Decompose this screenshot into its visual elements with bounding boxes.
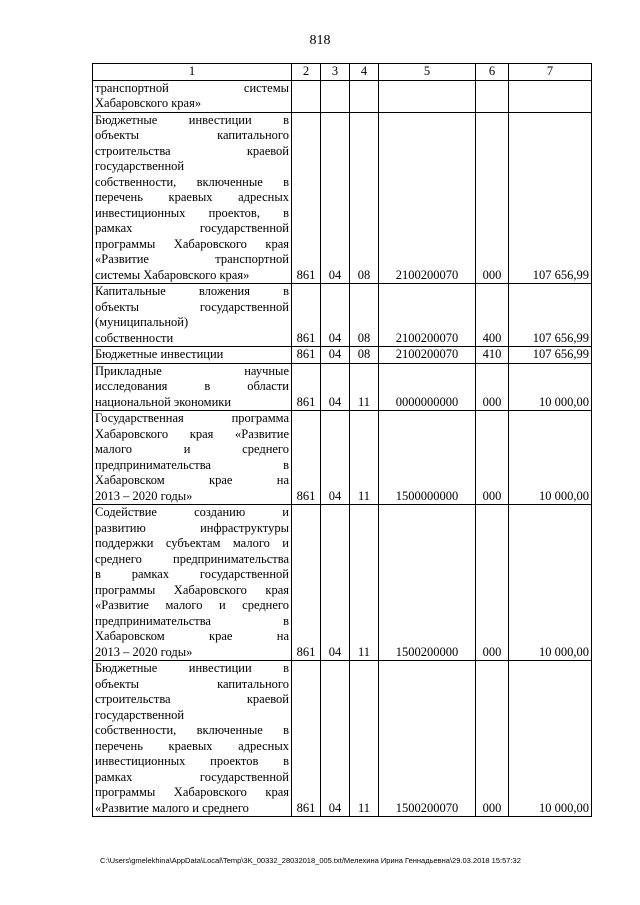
section-code-cell (321, 80, 350, 112)
amount-cell: 107 656,99 (509, 112, 592, 284)
description-line: малого и среднего (95, 442, 289, 456)
subsection-code-cell: 08 (350, 112, 379, 284)
row-description (93, 411, 292, 505)
description-line: строительства краевой (95, 692, 289, 706)
subsection-code-cell: 11 (350, 661, 379, 817)
description-line: предпринимательства в (95, 613, 289, 628)
expense-type-cell: 410 (476, 347, 509, 364)
target-article-cell: 1500200000 (379, 505, 476, 661)
description-line: Капитальные вложения в (95, 284, 289, 298)
description-line: развитию инфраструктуры (95, 520, 289, 535)
amount-cell: 10 000,00 (509, 363, 592, 411)
description-line: «Развитие транспортной (95, 252, 289, 266)
description-line: 2013 – 2020 годы» (95, 644, 193, 659)
description-line: Хабаровском крае на (95, 629, 289, 643)
target-article-cell: 2100200070 (379, 347, 476, 364)
description-line: строительства краевой (95, 143, 289, 158)
column-header: 4 (350, 64, 379, 81)
section-code-cell: 04 (321, 284, 350, 347)
description-line: собственности, включенные в (95, 174, 289, 189)
target-article-cell: 1500000000 (379, 411, 476, 505)
column-header: 5 (379, 64, 476, 81)
subsection-code-cell (350, 80, 379, 112)
column-header: 3 (321, 64, 350, 81)
column-header: 7 (509, 64, 592, 81)
description-line: рамках государственной (95, 221, 289, 235)
description-line: Бюджетные инвестиции (95, 347, 224, 361)
target-article-cell: 1500200070 (379, 661, 476, 817)
description-line: собственности (95, 330, 174, 345)
ministry-code-cell (292, 80, 321, 112)
header-row (93, 64, 592, 81)
expense-type-cell: 000 (476, 112, 509, 284)
expense-type-cell: 400 (476, 284, 509, 347)
table-row (93, 80, 592, 112)
description-line: государственной (95, 707, 185, 722)
description-line: программы Хабаровского края (95, 785, 289, 799)
table-row (93, 347, 592, 364)
section-code-cell: 04 (321, 661, 350, 817)
table-row (93, 284, 592, 347)
description-line: (муниципальной) (95, 315, 189, 329)
row-description (93, 347, 292, 364)
target-article-cell: 2100200070 (379, 112, 476, 284)
description-line: программы Хабаровского края (95, 236, 289, 251)
target-article-cell: 0000000000 (379, 363, 476, 411)
amount-cell: 107 656,99 (509, 347, 592, 364)
description-line: программы Хабаровского края (95, 582, 289, 597)
description-line: объекты государственной (95, 299, 289, 314)
description-line: транспортной системы (95, 80, 289, 95)
subsection-code-cell: 08 (350, 284, 379, 347)
table-row (93, 505, 592, 661)
amount-cell: 10 000,00 (509, 411, 592, 505)
row-description (93, 80, 292, 112)
description-line: Хабаровского края «Развитие (95, 426, 289, 441)
row-description (93, 112, 292, 284)
description-line: Хабаровского края» (95, 96, 202, 110)
description-line: исследования в области (95, 379, 289, 393)
description-line: Бюджетные инвестиции в (95, 112, 289, 127)
ministry-code-cell: 861 (292, 363, 321, 411)
expense-type-cell: 000 (476, 505, 509, 661)
section-code-cell: 04 (321, 363, 350, 411)
description-line: перечень краевых адресных (95, 738, 289, 753)
subsection-code-cell: 08 (350, 347, 379, 364)
description-line: Государственная программа (95, 411, 289, 425)
expense-type-cell: 000 (476, 363, 509, 411)
ministry-code-cell: 861 (292, 505, 321, 661)
description-line: перечень краевых адресных (95, 190, 289, 204)
description-line: Хабаровском крае на (95, 473, 289, 487)
ministry-code-cell: 861 (292, 661, 321, 817)
amount-cell (509, 80, 592, 112)
row-description (93, 363, 292, 411)
target-article-cell (379, 80, 476, 112)
description-line: поддержки субъектам малого и (95, 536, 289, 550)
amount-cell: 10 000,00 (509, 661, 592, 817)
expense-type-cell: 000 (476, 661, 509, 817)
description-line: государственной (95, 159, 185, 173)
description-line: «Развитие малого и среднего (95, 598, 289, 612)
subsection-code-cell: 11 (350, 363, 379, 411)
expense-type-cell: 000 (476, 411, 509, 505)
description-line: в рамках государственной (95, 567, 289, 581)
table-row (93, 112, 592, 284)
section-code-cell: 04 (321, 347, 350, 364)
table-row (93, 661, 592, 817)
subsection-code-cell: 11 (350, 411, 379, 505)
ministry-code-cell: 861 (292, 347, 321, 364)
description-line: объекты капитального (95, 128, 289, 142)
description-line: инвестиционных проектов, в (95, 205, 289, 220)
target-article-cell: 2100200070 (379, 284, 476, 347)
description-line: национальной экономики (95, 394, 232, 409)
description-line: системы Хабаровского края» (95, 267, 250, 282)
description-line: предпринимательства в (95, 457, 289, 472)
section-code-cell: 04 (321, 411, 350, 505)
row-description (93, 284, 292, 347)
description-line: Содействие созданию и (95, 505, 289, 519)
column-header: 1 (93, 64, 292, 81)
page-number: 818 (309, 33, 331, 48)
subsection-code-cell: 11 (350, 505, 379, 661)
ministry-code-cell: 861 (292, 284, 321, 347)
expense-type-cell (476, 80, 509, 112)
ministry-code-cell: 861 (292, 411, 321, 505)
ministry-code-cell: 861 (292, 112, 321, 284)
column-header: 6 (476, 64, 509, 81)
section-code-cell: 04 (321, 505, 350, 661)
table-row (93, 411, 592, 505)
file-path-footer: C:\Users\gmelekhina\AppData\Local\Temp\3K_00332_28032018_005.txt/Мелехина Ирина Геннадьевна\29.03.2018 15:57:32 (100, 856, 521, 865)
column-header: 2 (292, 64, 321, 81)
amount-cell: 10 000,00 (509, 505, 592, 661)
description-line: объекты капитального (95, 676, 289, 691)
table-row (93, 363, 592, 411)
row-description (93, 661, 292, 817)
description-line: «Развитие малого и среднего (95, 800, 249, 815)
description-line: среднего предпринимательства (95, 551, 289, 566)
description-line: рамках государственной (95, 769, 289, 784)
description-line: Прикладные научные (95, 363, 289, 378)
description-line: инвестиционных проектов в (95, 754, 289, 768)
budget-table (92, 63, 592, 817)
row-description (93, 505, 292, 661)
section-code-cell: 04 (321, 112, 350, 284)
description-line: собственности, включенные в (95, 723, 289, 737)
description-line: 2013 – 2020 годы» (95, 488, 193, 503)
amount-cell: 107 656,99 (509, 284, 592, 347)
description-line: Бюджетные инвестиции в (95, 661, 289, 675)
